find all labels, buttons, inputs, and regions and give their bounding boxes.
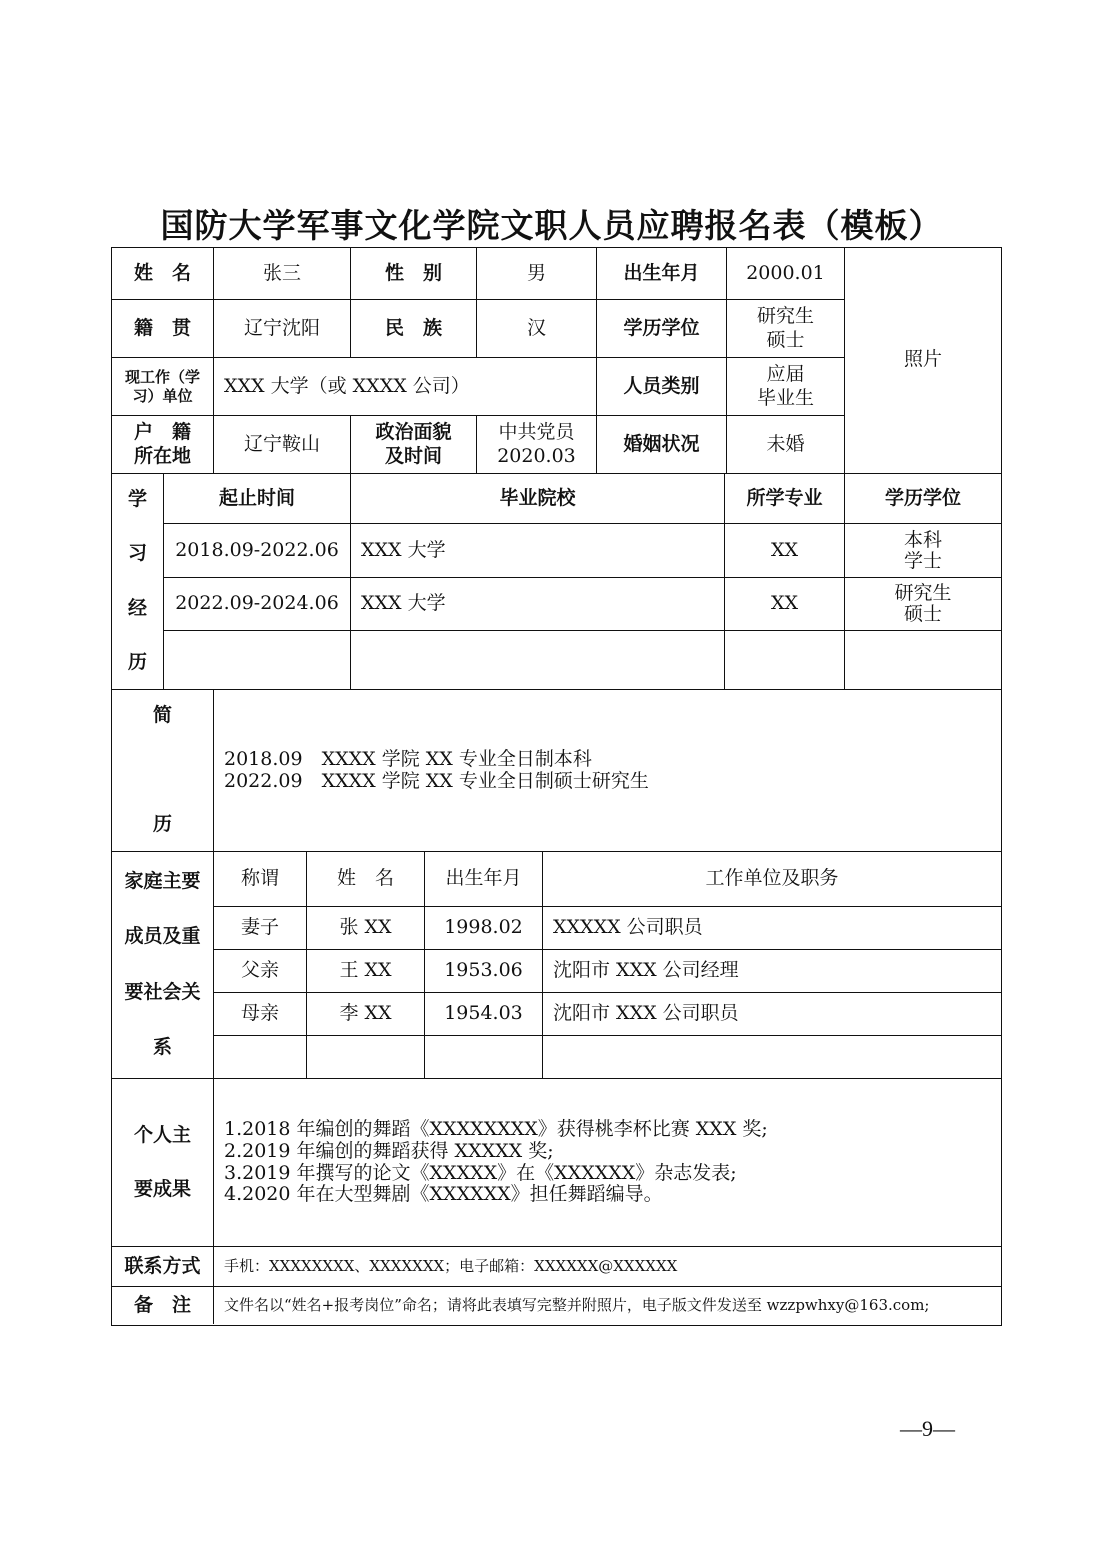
- resume-side-label: [112, 690, 214, 852]
- achievements-side-line: 个人主: [133, 1123, 191, 1146]
- edu-value[interactable]: [727, 300, 845, 358]
- work-unit-label: [112, 358, 214, 416]
- politics-value[interactable]: [477, 416, 597, 474]
- resume-line: 2018.09 XXXX 学院 XX 专业全日制本科: [224, 747, 592, 770]
- family-row1-relation[interactable]: 妻子: [214, 907, 307, 950]
- family-row2-relation[interactable]: 父亲: [214, 950, 307, 993]
- family-row4-relation[interactable]: [214, 1036, 307, 1079]
- family-row4-work[interactable]: [543, 1036, 1001, 1079]
- ethnic-value[interactable]: 汉: [477, 300, 597, 358]
- family-header-work: 工作单位及职务: [543, 852, 1001, 907]
- hukou-label: [112, 416, 214, 474]
- achievement-line: 4.2020 年在大型舞剧《XXXXXX》担任舞蹈编导。: [224, 1183, 663, 1206]
- study-row1-degree-line1: 本科: [903, 528, 942, 551]
- study-side-char: 学: [127, 488, 147, 510]
- birth-label: 出生年月: [597, 248, 727, 300]
- resume-side-char: 简: [152, 704, 172, 726]
- edu-value-line1: 研究生: [756, 304, 814, 327]
- achievement-line: 3.2019 年撰写的论文《XXXXX》在《XXXXXX》杂志发表;: [224, 1161, 737, 1184]
- contact-value[interactable]: 手机：XXXXXXXX、XXXXXXX；电子邮箱：XXXXXX@XXXXXX: [214, 1247, 1001, 1287]
- politics-label-line2: 及时间: [384, 444, 442, 467]
- politics-value-line1: 中共党员: [498, 420, 575, 443]
- study-row2-period[interactable]: 2022.09-2024.06: [164, 578, 351, 631]
- family-row1-work[interactable]: XXXXX 公司职员: [543, 907, 1001, 950]
- study-side-char: 习: [127, 542, 147, 565]
- registration-form-table: [111, 247, 1002, 1326]
- study-row1-major[interactable]: XX: [725, 524, 845, 578]
- remark-value: 文件名以“姓名+报考岗位”命名；请将此表填写完整并附照片，电子版文件发送至 wzzpwhxy@163.com;: [224, 1296, 930, 1315]
- name-label: 姓 名: [112, 248, 214, 300]
- family-row4-birth[interactable]: [425, 1036, 543, 1079]
- family-header-name: 姓 名: [307, 852, 425, 907]
- study-row2-major[interactable]: XX: [725, 578, 845, 631]
- work-unit-value[interactable]: XXX 大学（或 XXXX 公司）: [214, 358, 597, 416]
- politics-label: [351, 416, 477, 474]
- family-row3-name[interactable]: 李 XX: [307, 993, 425, 1036]
- photo-box[interactable]: [845, 248, 1001, 474]
- edu-value-line2: 硕士: [766, 328, 805, 351]
- family-row3-work[interactable]: 沈阳市 XXX 公司职员: [543, 993, 1001, 1036]
- study-row1-degree[interactable]: [845, 524, 1001, 578]
- family-side-line: 成员及重: [124, 925, 201, 948]
- family-row3-birth[interactable]: 1954.03: [425, 993, 543, 1036]
- family-row2-work[interactable]: 沈阳市 XXX 公司经理: [543, 950, 1001, 993]
- study-row2-degree-line1: 研究生: [894, 582, 952, 605]
- type-label: 人员类别: [597, 358, 727, 416]
- gender-value[interactable]: 男: [477, 248, 597, 300]
- resume-side-char: 历: [152, 813, 172, 836]
- politics-label-line1: 政治面貌: [375, 420, 452, 443]
- birth-value[interactable]: 2000.01: [727, 248, 845, 300]
- work-unit-label-line1: 现工作（学: [124, 367, 200, 386]
- family-side-line: 系: [152, 1036, 172, 1059]
- resume-line: 2022.09 XXXX 学院 XX 专业全日制硕士研究生: [224, 769, 649, 792]
- study-header-school: 毕业院校: [351, 474, 725, 524]
- marital-value[interactable]: 未婚: [727, 416, 845, 474]
- study-row3-school[interactable]: [351, 631, 725, 690]
- study-header-degree: 学历学位: [845, 474, 1001, 524]
- resume-content[interactable]: [214, 690, 1001, 852]
- gender-label: 性 别: [351, 248, 477, 300]
- type-value-line2: 毕业生: [756, 386, 814, 409]
- study-row2-degree-line2: 硕士: [903, 603, 942, 625]
- page-number: —9—: [900, 1416, 955, 1441]
- family-header-birth: 出生年月: [425, 852, 543, 907]
- achievements-content[interactable]: [214, 1079, 1001, 1247]
- work-unit-label-line2: 习）单位: [132, 386, 193, 405]
- achievement-line: 1.2018 年编创的舞蹈《XXXXXXXX》获得桃李杯比赛 XXX 奖;: [224, 1117, 768, 1140]
- type-value-line1: 应届: [766, 362, 805, 385]
- contact-label: 联系方式: [112, 1247, 214, 1287]
- origin-value[interactable]: 辽宁沈阳: [214, 300, 351, 358]
- family-row1-name[interactable]: 张 XX: [307, 907, 425, 950]
- hukou-value[interactable]: 辽宁鞍山: [214, 416, 351, 474]
- family-side-line: 家庭主要: [124, 870, 201, 892]
- study-row3-major[interactable]: [725, 631, 845, 690]
- study-side-label: [112, 474, 164, 690]
- politics-value-line2: 2020.03: [497, 444, 576, 467]
- family-side-line: 要社会关: [124, 980, 201, 1003]
- study-row2-school[interactable]: XXX 大学: [351, 578, 725, 631]
- study-header-period: 起止时间: [164, 474, 351, 524]
- ethnic-label: 民 族: [351, 300, 477, 358]
- type-value[interactable]: [727, 358, 845, 416]
- study-row3-period[interactable]: [164, 631, 351, 690]
- achievement-line: 2.2019 年编创的舞蹈获得 XXXXX 奖;: [224, 1139, 554, 1162]
- study-row3-degree[interactable]: [845, 631, 1001, 690]
- hukou-label-line2: 所在地: [133, 444, 191, 467]
- name-value[interactable]: 张三: [214, 248, 351, 300]
- form-title: 国防大学军事文化学院文职人员应聘报名表（模板）: [160, 206, 943, 245]
- achievements-side-label: [112, 1079, 214, 1247]
- family-row3-relation[interactable]: 母亲: [214, 993, 307, 1036]
- family-row2-name[interactable]: 王 XX: [307, 950, 425, 993]
- study-row1-degree-line2: 学士: [903, 549, 942, 572]
- family-row2-birth[interactable]: 1953.06: [425, 950, 543, 993]
- photo-label: 照片: [903, 348, 942, 370]
- family-side-label: [112, 852, 214, 1079]
- study-side-char: 历: [127, 651, 147, 674]
- study-row2-degree[interactable]: [845, 578, 1001, 631]
- study-row1-period[interactable]: 2018.09-2022.06: [164, 524, 351, 578]
- study-header-major: 所学专业: [725, 474, 845, 524]
- family-row4-name[interactable]: [307, 1036, 425, 1079]
- marital-label: 婚姻状况: [597, 416, 727, 474]
- edu-label: 学历学位: [597, 300, 727, 358]
- hukou-label-line1: 户 籍: [133, 420, 191, 443]
- remark-label: 备 注: [112, 1287, 214, 1324]
- origin-label: 籍 贯: [112, 300, 214, 358]
- family-row1-birth[interactable]: 1998.02: [425, 907, 543, 950]
- achievements-side-line: 要成果: [133, 1177, 191, 1200]
- study-row1-school[interactable]: XXX 大学: [351, 524, 725, 578]
- family-header-relation: 称谓: [214, 852, 307, 907]
- study-side-char: 经: [127, 596, 147, 619]
